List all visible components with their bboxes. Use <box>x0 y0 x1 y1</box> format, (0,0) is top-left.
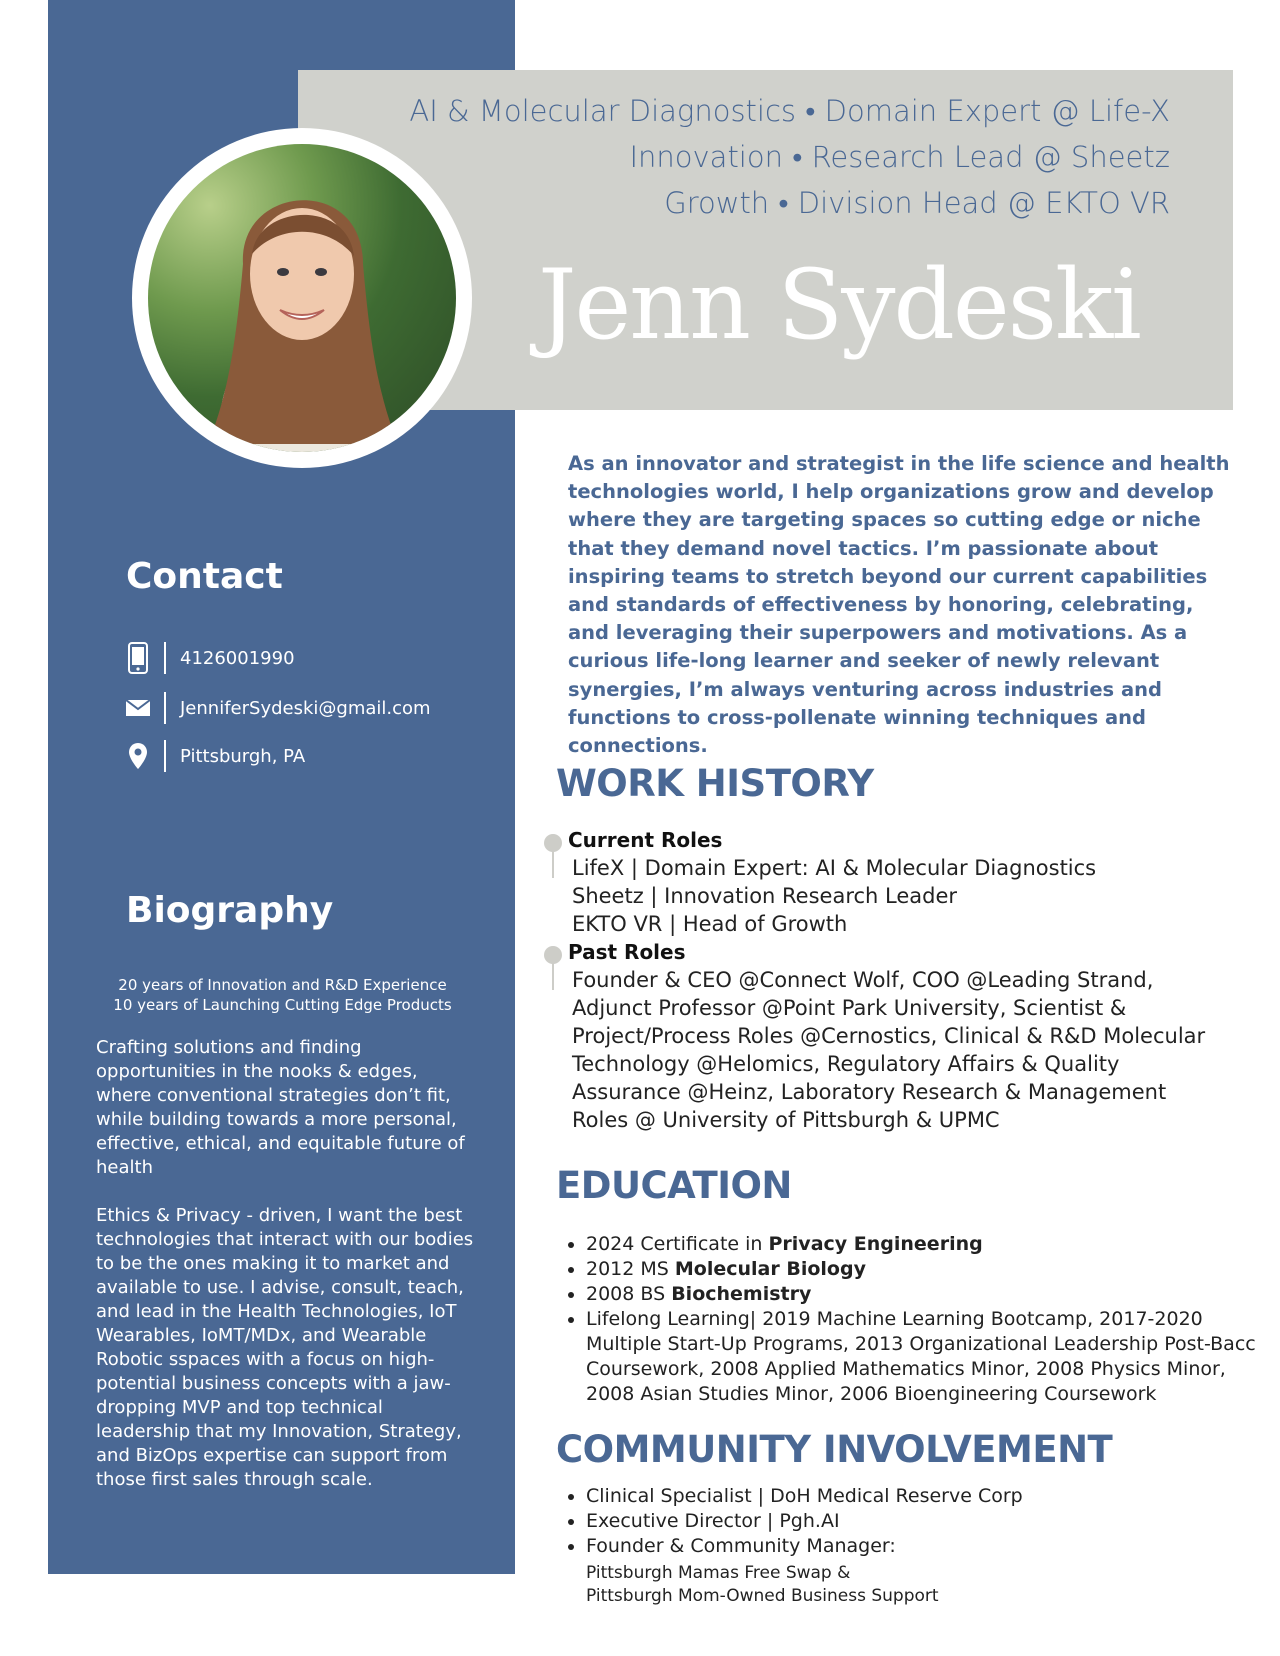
contact-phone <box>124 640 295 676</box>
community-sub-item: Pittsburgh Mamas Free Swap & <box>586 1563 851 1583</box>
education-item: • 2012 MS Molecular Biology <box>586 1257 1266 1282</box>
mail-icon <box>124 692 152 724</box>
profile-photo-illustration <box>148 144 456 452</box>
community-sub-item: Pittsburgh Mom-Owned Business Support <box>586 1586 939 1606</box>
timeline-line <box>552 962 554 990</box>
bio-stat: 20 years of Innovation and R&D Experience <box>118 976 447 994</box>
education-item: • Lifelong Learning| 2019 Machine Learning Bootcamp, 2017-2020 Multiple Start-Up Programs, 2013 Organizational Leadership Post-Bacc Coursework, 2008 Applied Mathematics Minor, 2008 Physics Minor, 2008 Asian Studies Minor, 2006 Bioengineering Coursework <box>586 1307 1266 1407</box>
community-item: • Founder & Community Manager: <box>586 1534 1266 1559</box>
profile-photo <box>148 144 456 452</box>
tagline-line: Growth • Division Head @ EKTO VR <box>664 186 1170 220</box>
biography-heading: Biography <box>126 890 334 931</box>
role-item: Sheetz | Innovation Research Leader <box>572 884 958 908</box>
bio-paragraph: Crafting solutions and finding opportunities in the nooks & edges, where conventional strategies don’t fit, while building towards a more personal, effective, ethical, and equitable future of health <box>96 1037 465 1178</box>
contact-location <box>124 738 305 774</box>
past-role-line: Roles @ University of Pittsburgh & UPMC <box>572 1108 1000 1132</box>
contact-email <box>124 690 431 726</box>
past-role-line: Technology @Helomics, Regulatory Affairs & Quality <box>572 1052 1120 1076</box>
past-role-line: Assurance @Heinz, Laboratory Research & Management <box>572 1080 1167 1104</box>
work-history-title: WORK HISTORY <box>556 762 874 805</box>
past-role-line: Project/Process Roles @Cernostics, Clinical & R&D Molecular <box>572 1024 1206 1048</box>
divider <box>164 692 166 724</box>
tagline-line: Innovation • Research Lead @ Sheetz <box>629 140 1170 174</box>
past-roles-heading: Past Roles <box>568 940 686 964</box>
education-title: EDUCATION <box>556 1164 792 1207</box>
education-item: • 2024 Certificate in Privacy Engineering <box>586 1232 1266 1257</box>
community-list <box>560 1484 1266 1559</box>
tagline <box>370 88 1170 226</box>
role-item: LifeX | Domain Expert: AI & Molecular Diagnostics <box>572 856 1097 880</box>
intro-summary: As an innovator and strategist in the life science and health technologies world, I help organizations grow and develop where they are targeting spaces so cutting edge or niche that they demand novel tactics. I’m passionate about inspiring teams to stretch beyond our current capabilities and standards of effectiveness by honoring, celebrating, and leveraging their superpowers and motivations. As a curious life-long learner and seeker of newly relevant synergies, I’m always venturing across industries and functions to cross-pollenate winning techniques and connections. <box>568 452 1230 758</box>
email-link[interactable]: JenniferSydeski@gmail.com <box>180 697 431 719</box>
person-name: Jenn Sydeski <box>538 249 1140 361</box>
bio-paragraph: Ethics & Privacy - driven, I want the best technologies that interact with our bodies to be the ones making it to market and available to use. I advise, consult, teach, and lead in the Health Technologies, IoT Wearables, IoMT/MDx, and Wearable Robotic sspaces with a focus on high-potential business concepts with a jaw-dropping MVP and top technical leadership that my Innovation, Strategy, and BizOps expertise can support from those first sales through scale. <box>96 1205 474 1490</box>
bio-stat: 10 years of Launching Cutting Edge Products <box>113 996 452 1014</box>
community-title: COMMUNITY INVOLVEMENT <box>556 1428 1113 1471</box>
education-item: • 2008 BS Biochemistry <box>586 1282 1266 1307</box>
past-role-line: Adjunct Professor @Point Park University, Scientist & <box>572 996 1127 1020</box>
location-pin-icon <box>124 740 152 772</box>
community-item: • Clinical Specialist | DoH Medical Reserve Corp <box>586 1484 1266 1509</box>
current-roles-heading: Current Roles <box>568 828 723 852</box>
role-item: EKTO VR | Head of Growth <box>572 912 848 936</box>
tagline-line: AI & Molecular Diagnostics • Domain Expert @ Life-X <box>409 94 1170 128</box>
divider <box>164 642 166 674</box>
past-role-line: Founder & CEO @Connect Wolf, COO @Leading Strand, <box>572 968 1154 992</box>
bio-stats <box>90 975 475 1015</box>
phone-icon <box>124 642 152 674</box>
phone-number[interactable]: 4126001990 <box>180 647 295 669</box>
contact-heading: Contact <box>126 556 283 597</box>
education-list <box>560 1232 1266 1407</box>
location-text: Pittsburgh, PA <box>180 745 306 767</box>
divider <box>164 740 166 772</box>
timeline-line <box>552 850 554 878</box>
community-item: • Executive Director | Pgh.AI <box>586 1509 1266 1534</box>
